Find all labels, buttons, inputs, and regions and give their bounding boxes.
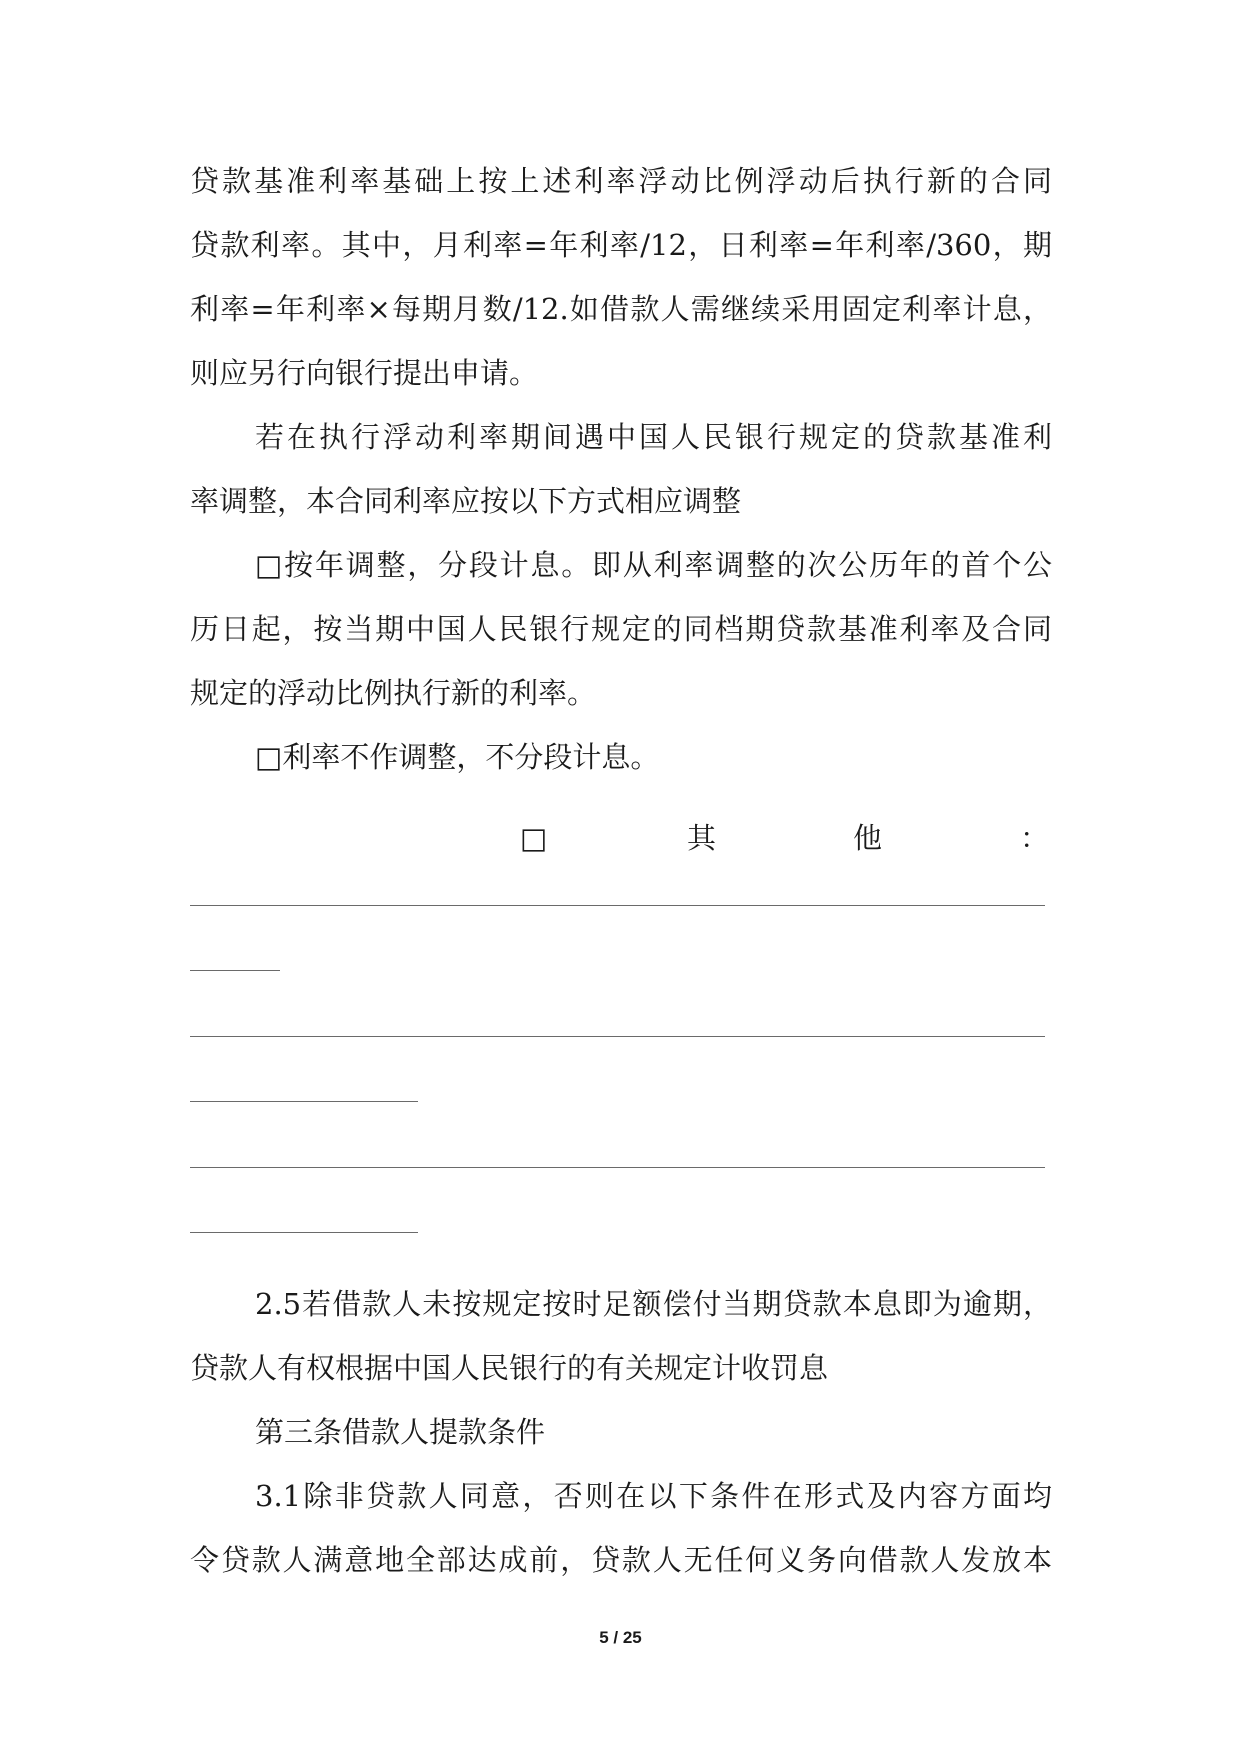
paragraph-line: 利率=年利率×每期月数/12.如借款人需继续采用固定利率计息， — [190, 292, 1052, 326]
paragraph-line: 则应另行向银行提出申请。 — [190, 356, 539, 390]
clause-2-5-line: 2.5若借款人未按规定按时足额偿付当期贷款本息即为逾期， — [255, 1287, 1052, 1321]
checkbox-option-annual-adjust: □按年调整，分段计息。即从利率调整的次公历年的首个公 — [255, 548, 1052, 582]
clause-3-1-line: 3.1除非贷款人同意，否则在以下条件在形式及内容方面均 — [255, 1479, 1052, 1513]
other-checkbox: □ — [520, 821, 548, 855]
paragraph-line: 若在执行浮动利率期间遇中国人民银行规定的贷款基准利 — [255, 420, 1052, 454]
other-label-char: 其 — [687, 821, 717, 855]
fill-in-line — [190, 1101, 418, 1102]
fill-in-line — [190, 1036, 1045, 1037]
checkbox-option-no-adjust: □利率不作调整，不分段计息。 — [255, 740, 660, 774]
paragraph-line: 规定的浮动比例执行新的利率。 — [190, 676, 597, 710]
article-heading: 第三条借款人提款条件 — [255, 1415, 546, 1449]
paragraph-line: 历日起，按当期中国人民银行规定的同档期贷款基准利率及合同 — [190, 612, 1052, 646]
paragraph-line: 贷款利率。其中，月利率=年利率/12，日利率=年利率/360，期 — [190, 228, 1052, 262]
other-colon: ： — [1020, 821, 1050, 855]
fill-in-line — [190, 905, 1045, 906]
fill-in-line — [190, 970, 280, 971]
paragraph-line: 贷款基准利率基础上按上述利率浮动比例浮动后执行新的合同 — [190, 164, 1052, 198]
page-number: 5 / 25 — [599, 1628, 642, 1647]
paragraph-line: 贷款人有权根据中国人民银行的有关规定计收罚息 — [190, 1351, 829, 1385]
fill-in-line — [190, 1167, 1045, 1168]
paragraph-line: 率调整，本合同利率应按以下方式相应调整 — [190, 484, 742, 518]
fill-in-line — [190, 1232, 418, 1233]
paragraph-line: 令贷款人满意地全部达成前，贷款人无任何义务向借款人发放本 — [190, 1543, 1052, 1577]
other-label-char: 他 — [853, 821, 883, 855]
